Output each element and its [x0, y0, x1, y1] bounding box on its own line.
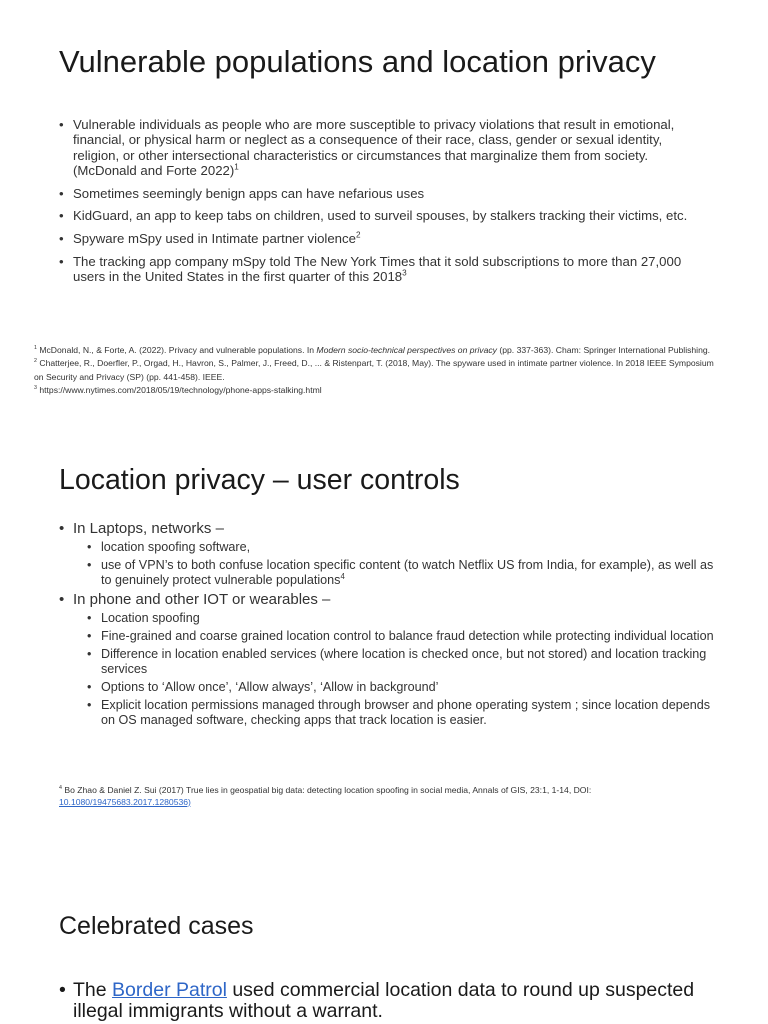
footnote-text: (pp. 337-363). Cham: Springer International Publishing. [496, 345, 711, 355]
list-item [59, 980, 739, 1022]
bullet-text: KidGuard, an app to keep tabs on children, used to surveil spouses, by stalkers tracking their victims, etc. [73, 208, 688, 224]
bullet-text: Spyware mSpy used in Intimate partner violence [73, 231, 356, 247]
sub-list [87, 611, 719, 728]
sub-list-item [87, 647, 719, 677]
bullet-text: used commercial location data to round up suspected illegal immigrants without a warrant. [73, 979, 695, 1022]
footnote-number: 1 [34, 345, 37, 352]
bullet-text: use of VPN’s to both confuse location specific content (to watch Netflix US from India, for example), as well as to genuinely protect vulnerable populations [101, 558, 714, 587]
bullet-text: The [73, 979, 113, 1001]
footnote-text: Bo Zhao & Daniel Z. Sui (2017) True lies in geospatial big data: detecting location spoofing in social media, Annals of GIS, 23:1, 1-14, DOI: [61, 785, 592, 795]
sub-list-item [87, 680, 719, 695]
footnote-text: McDonald, N., & Forte, A. (2022). Privacy and vulnerable populations. In [36, 345, 317, 355]
footnote-ref: 2 [355, 230, 361, 240]
bullet-text: Explicit location permissions managed through browser and phone operating system ; since location depends on OS managed software, checking apps that track location is easier. [101, 698, 711, 727]
slide-location-privacy-controls [0, 430, 768, 830]
list-item-phones [59, 591, 719, 728]
sub-list-item [87, 540, 719, 555]
list-item [59, 117, 709, 178]
bullet-text: location spoofing software, [101, 540, 251, 554]
footnote-text: Chatterjee, R., Doerfler, P., Orgad, H., Havron, S., Palmer, J., Freed, D., ... & Ristenpart, T. (2018, May). The spyware used in intimate partner violence. In 2018 IEEE Symposium on Security and Privacy (SP) (pp. 441-458). IEEE. [34, 358, 714, 382]
list-item [59, 186, 709, 201]
list-item-laptops [59, 520, 719, 588]
bullet-text: Difference in location enabled services (where location is checked once, but not stored) and location tracking services [101, 647, 707, 676]
bullet-list [59, 520, 719, 731]
bullet-text: The tracking app company mSpy told The New York Times that it sold subscriptions to more than 27,000 users in the United States in the first quarter of this 2018 [73, 254, 682, 285]
bullet-text: Location spoofing [101, 611, 200, 625]
slide-title: Vulnerable populations and location privacy [59, 44, 656, 79]
bullet-heading: In Laptops, networks – [73, 520, 224, 537]
footnote-text: https://www.nytimes.com/2018/05/19/technology/phone-apps-stalking.html [36, 384, 322, 395]
sub-list-item [87, 611, 719, 626]
bullet-list [59, 980, 739, 1022]
list-item [59, 208, 709, 223]
list-item [59, 254, 709, 285]
slide-celebrated-cases [0, 890, 768, 1024]
bullet-heading: In phone and other IOT or wearables – [73, 591, 331, 608]
footnote-ref: 3 [402, 268, 407, 278]
footnote-3 [34, 384, 724, 397]
sub-list-item [87, 629, 719, 644]
bullet-text: Options to ‘Allow once’, ‘Allow always’, ‘Allow in background’ [101, 680, 439, 694]
bullet-text: Sometimes seemingly benign apps can have nefarious uses [73, 185, 425, 201]
footnote-number: 3 [34, 385, 37, 392]
bullet-text: Fine-grained and coarse grained location control to balance fraud detection while protecting individual location [101, 629, 714, 643]
footnotes [34, 344, 724, 397]
doi-link[interactable]: 10.1080/19475683.2017.1280536) [59, 796, 191, 807]
footnote-2 [34, 357, 724, 384]
bullet-text: Vulnerable individuals as people who are more susceptible to privacy violations that result in emotional, financial, or physical harm or neglect as a consequence of their race, class, gender or sexual identity, religion, or other intersectional characteristics or circumstances that marginalize them from society. (McDonald and Forte 2022) [73, 117, 675, 178]
list-item [59, 231, 709, 246]
footnote-number: 4 [59, 785, 62, 792]
slide-vulnerable-populations [0, 0, 768, 420]
footnote-ref: 1 [234, 162, 239, 172]
footnote-ref: 4 [340, 571, 345, 581]
bullet-list [59, 117, 709, 292]
footnote-4 [59, 785, 649, 808]
slide-title: Celebrated cases [59, 912, 254, 940]
sub-list [87, 540, 719, 588]
sub-list-item [87, 698, 719, 728]
footnote-1 [34, 344, 724, 357]
sub-list-item [87, 558, 719, 588]
border-patrol-link[interactable]: Border Patrol [112, 979, 227, 1001]
footnote-book-title: Modern socio-technical perspectives on privacy [316, 345, 497, 355]
slide-title: Location privacy – user controls [59, 464, 460, 496]
footnote-number: 2 [34, 358, 37, 365]
